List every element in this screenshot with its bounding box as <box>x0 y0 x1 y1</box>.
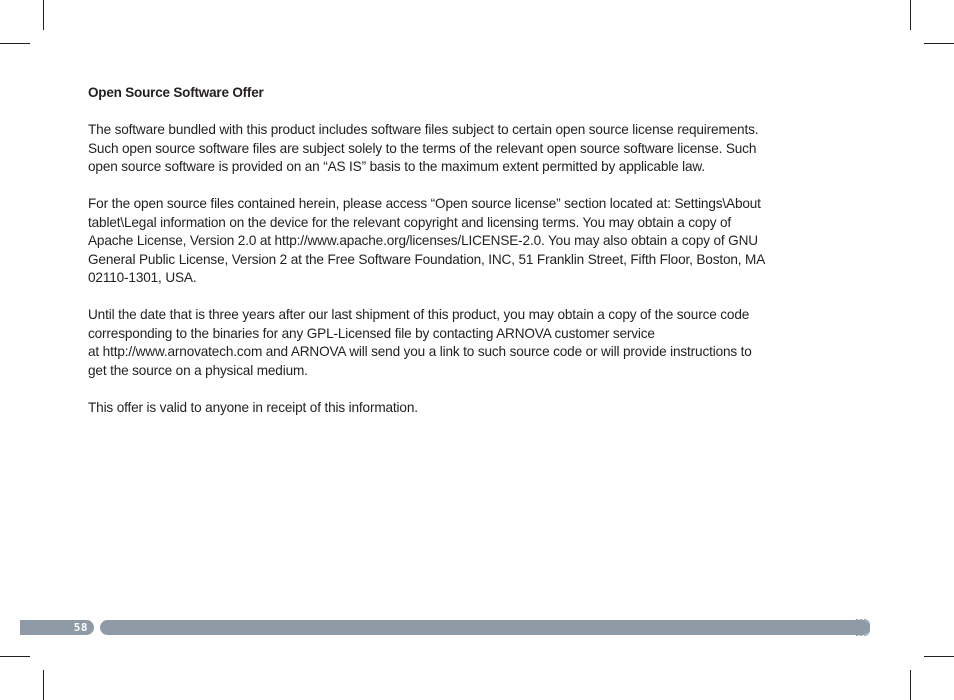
paragraph-line: Until the date that is three years after our last shipment of this product, you may obtain a copy of the source code <box>88 307 750 322</box>
paragraph-line: get the source on a physical medium. <box>88 362 308 378</box>
paragraph-line: tablet\Legal information on the device for the relevant copyright and licensing terms. You may obtain a copy of <box>88 214 732 230</box>
page-footer <box>20 619 872 636</box>
paragraph-offer-validity <box>88 399 848 418</box>
crop-mark-bottom-right-vertical <box>910 670 911 700</box>
paragraph-line: at http://www.arnovatech.com and ARNOVA will send you a link to such source code or will provide instructions to <box>88 344 752 359</box>
paragraph-line: open source software is provided on an “AS IS” basis to the maximum extent permitted by applicable law. <box>88 159 705 174</box>
crop-mark-bottom-left-vertical <box>43 670 44 700</box>
crop-mark-bottom-right-horizontal <box>924 656 954 657</box>
paragraph-line: Such open source software files are subject solely to the terms of the relevant open source software license. Such <box>88 140 757 156</box>
document-heading: Open Source Software Offer <box>88 85 264 100</box>
paragraph-line: 02110-1301, USA. <box>88 270 197 285</box>
paragraph-line: Apache License, Version 2.0 at http://www.apache.org/licenses/LICENSE-2.0. You may also obtain a copy of GNU <box>88 233 758 248</box>
footer-bar <box>100 620 870 635</box>
paragraph-source-code-offer <box>88 306 848 380</box>
paragraph-line: For the open source files contained herein, please access “Open source license” section located at: Settings\About <box>88 196 761 211</box>
page-number-tab <box>20 620 94 635</box>
paragraph-license-intro <box>88 121 848 177</box>
paragraph-line: corresponding to the binaries for any GPL-Licensed file by contacting ARNOVA customer service <box>88 325 655 341</box>
paragraph-line: This offer is valid to anyone in receipt of this information. <box>88 399 418 415</box>
crop-mark-top-right-vertical <box>910 0 911 30</box>
footer-bar-end-arc-3 <box>864 619 870 636</box>
crop-mark-top-left-horizontal <box>0 43 30 44</box>
document-body <box>88 84 848 436</box>
crop-mark-top-right-horizontal <box>924 43 954 44</box>
crop-mark-bottom-left-horizontal <box>0 656 30 657</box>
page-number: 58 <box>73 621 88 634</box>
crop-mark-top-left-vertical <box>43 0 44 30</box>
paragraph-license-access <box>88 195 848 288</box>
paragraph-line: The software bundled with this product includes software files subject to certain open source license requirements. <box>88 122 759 137</box>
paragraph-line: General Public License, Version 2 at the Free Software Foundation, INC, 51 Franklin Street, Fifth Floor, Boston, MA <box>88 251 766 267</box>
